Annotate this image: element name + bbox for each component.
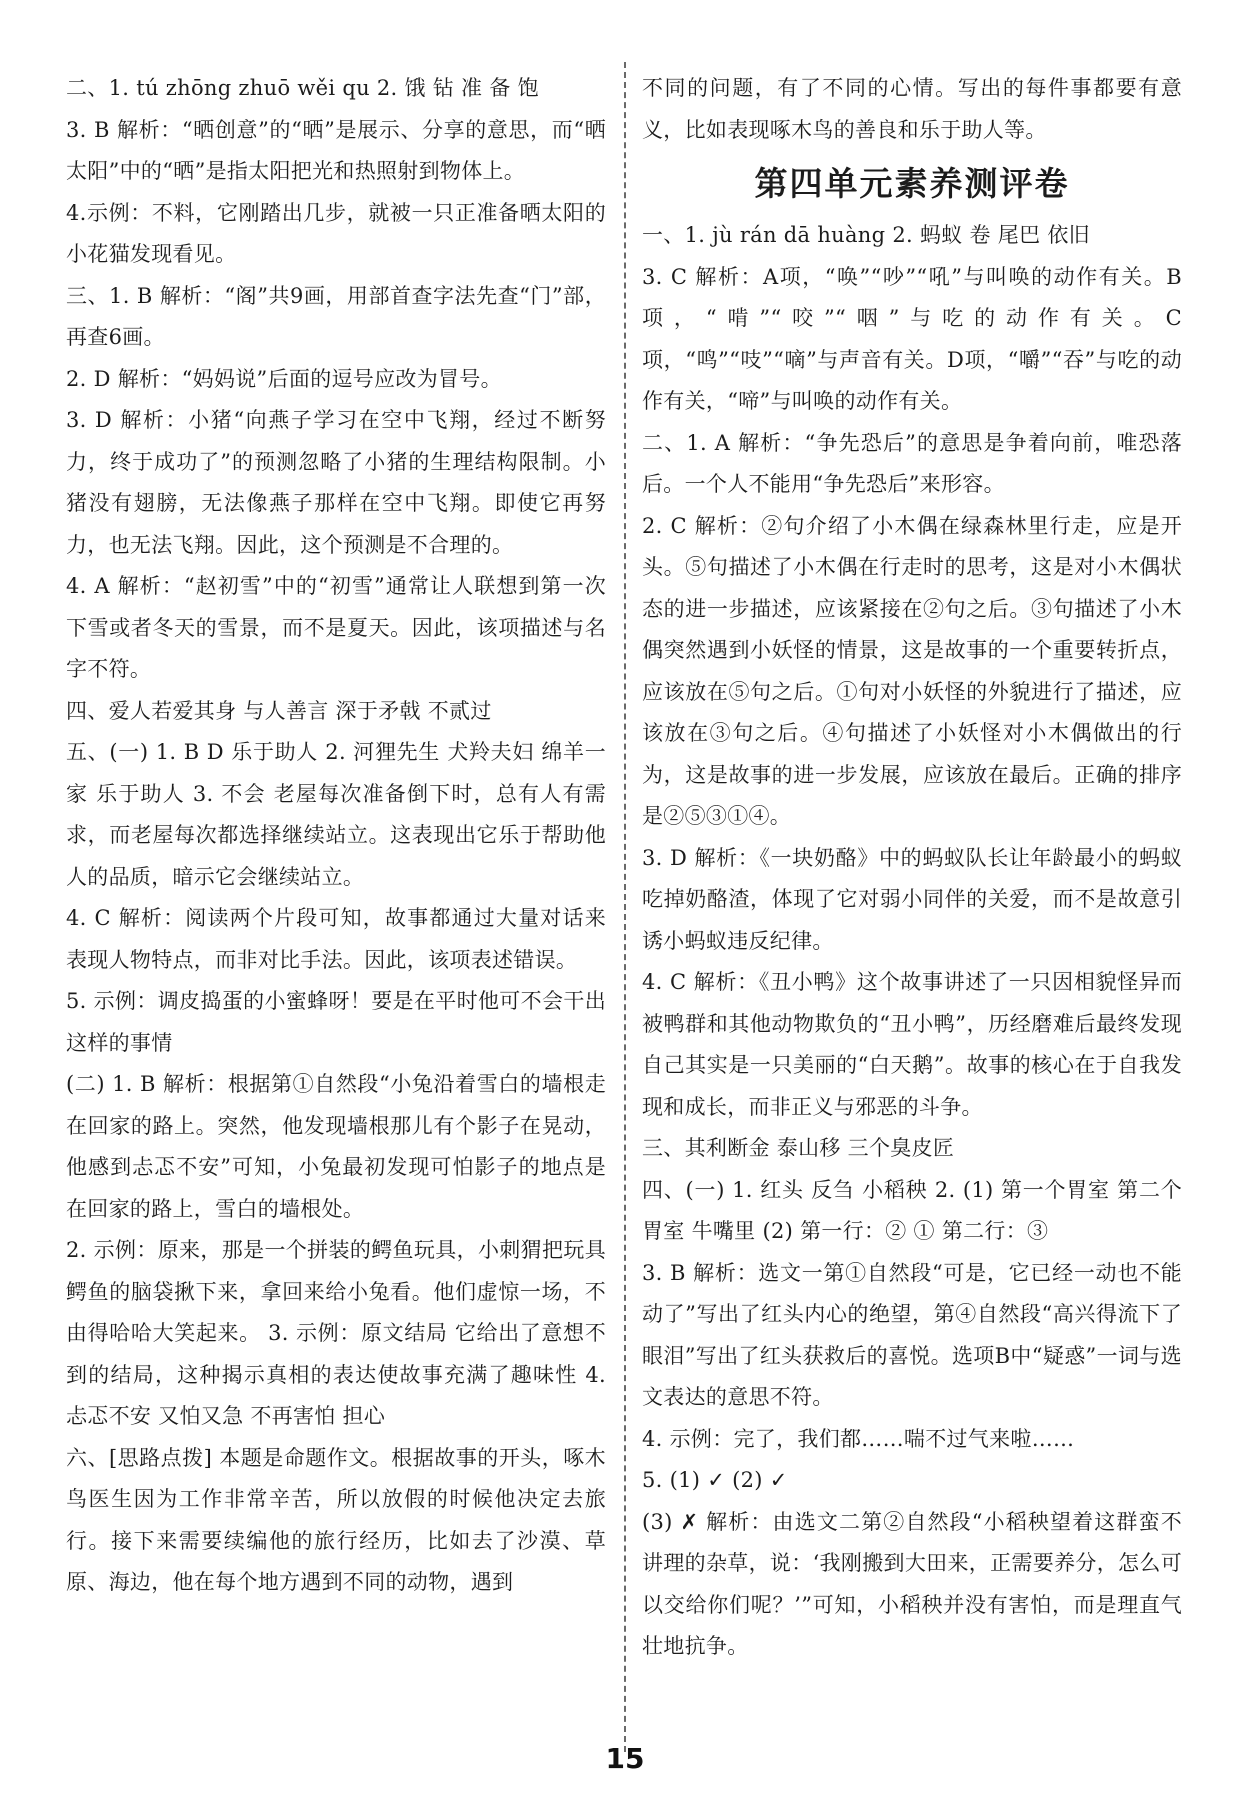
right-column [642,68,1182,1668]
answer-paragraph: 4. A 解析：“赵初雪”中的“初雪”通常让人联想到第一次下雪或者冬天的雪景，而不是夏天。因此，该项描述与名字不符。 [66,574,606,681]
answer-paragraph: 3. D 解析：《一块奶酪》中的蚂蚁队长让年龄最小的蚂蚁吃掉奶酪渣，体现了它对弱小同伴的关爱，而不是故意引诱小蚂蚁违反纪律。 [642,845,1182,953]
answer-paragraph: (3) ✗ 解析：由选文二第②自然段“小稻秧望着这群蛮不讲理的杂草，说：‘我刚搬到大田来，正需要养分，怎么可以交给你们呢？’”可知，小稻秧并没有害怕，而是理直气壮地抗争。 [642,1509,1182,1658]
answer-paragraph: 五、(一) 1. B D 乐于助人 2. 河狸先生 犬羚夫妇 绵羊一家 乐于助人 3. 不会 老屋每次准备倒下时，总有人有需求，而老屋每次都选择继续站立。这表现出它乐于帮助他人的品质，暗示它会继续站立。 [66,740,606,889]
answer-paragraph: (二) 1. B 解析：根据第①自然段“小兔沿着雪白的墙根走在回家的路上。突然，他发现墙根那儿有个影子在晃动，他感到忐忑不安”可知，小兔最初发现可怕影子的地点是在回家的路上，雪白的墙根处。 [66,1072,606,1221]
answer-paragraph: 二、1. A 解析：“争先恐后”的意思是争着向前，唯恐落后。一个人不能用“争先恐后”来形容。 [642,430,1182,496]
answer-paragraph: 5. (1) ✓ (2) ✓ [642,1468,788,1492]
answer-paragraph: 一、1. jù rán dā huàng 2. 蚂蚁 卷 尾巴 依旧 [642,223,1090,247]
answer-paragraph: 3. D 解析：小猪“向燕子学习在空中飞翔，经过不断努力，终于成功了”的预测忽略了小猪的生理结构限制。小猪没有翅膀，无法像燕子那样在空中飞翔。即使它再努力，也无法飞翔。因此，这个预测是不合理的。 [66,408,606,557]
answer-paragraph: 2. D 解析：“妈妈说”后面的逗号应改为冒号。 [66,366,502,391]
answer-paragraph: 4.示例：不料，它刚踏出几步，就被一只正准备晒太阳的小花猫发现看见。 [66,200,606,266]
answer-paragraph: 2. 示例：原来，那是一个拼装的鳄鱼玩具，小刺猬把玩具鳄鱼的脑袋揪下来，拿回来给小兔看。他们虚惊一场，不由得哈哈大笑起来。 3. 示例：原文结局 它给出了意想不到的结局，这种揭示真相的表达使故事充满了趣味性 4. 忐忑不安 又怕又急 不再害怕 担心 [66,1238,606,1428]
column-divider [624,62,626,1752]
answer-paragraph: 3. B 解析：选文一第①自然段“可是，它已经一动也不能动了”写出了红头内心的绝望，第④自然段“高兴得流下了眼泪”写出了红头获救后的喜悦。选项B中“疑惑”一词与选文表达的意思不符。 [642,1260,1182,1409]
page-number: 15 [605,1742,645,1775]
answer-paragraph: 2. C 解析：②句介绍了小木偶在绿森林里行走，应是开头。⑤句描述了小木偶在行走时的思考，这是对小木偶状态的进一步描述，应该紧接在②句之后。③句描述了小木偶突然遇到小妖怪的情景，这是故事的一个重要转折点，应该放在⑤句之后。①句对小妖怪的外貌进行了描述，应该放在③句之后。④句描述了小妖怪对小木偶做出的行为，这是故事的进一步发展，应该放在最后。正确的排序是②⑤③①④。 [642,513,1182,828]
answer-paragraph: 3. C 解析：A项，“唤”“吵”“吼”与叫唤的动作有关。B项，“啃”“咬”“咽”与吃的动作有关。C项，“鸣”“吱”“嘀”与声音有关。D项，“嚼”“吞”与吃的动作有关，“啼”与叫唤的动作有关。 [642,264,1182,413]
answer-paragraph: 4. 示例：完了，我们都……喘不过气来啦…… [642,1426,1075,1451]
answer-paragraph: 三、其利断金 泰山移 三个臭皮匠 [642,1136,955,1160]
answer-paragraph: 六、[思路点拨] 本题是命题作文。根据故事的开头，啄木鸟医生因为工作非常辛苦，所以放假的时候他决定去旅行。接下来需要续编他的旅行经历，比如去了沙漠、草原、海边，他在每个地方遇到不同的动物，遇到 [66,1445,606,1594]
answer-paragraph: 4. C 解析：《丑小鸭》这个故事讲述了一只因相貌怪异而被鸭群和其他动物欺负的“丑小鸭”，历经磨难后最终发现自己其实是一只美丽的“白天鹅”。故事的核心在于自我发现和成长，而非正义与邪恶的斗争。 [642,970,1182,1119]
answer-paragraph: 三、1. B 解析：“阁”共9画，用部首查字法先查“门”部，再查6画。 [66,283,606,349]
answer-paragraph: 3. B 解析：“晒创意”的“晒”是展示、分享的意思，而“晒太阳”中的“晒”是指太阳把光和热照射到物体上。 [66,117,606,183]
section-title: 第四单元素养测评卷 [754,164,1070,203]
answer-paragraph: 不同的问题，有了不同的心情。写出的每件事都要有意义，比如表现啄木鸟的善良和乐于助人等。 [642,76,1182,142]
answer-paragraph: 四、爱人若爱其身 与人善言 深于矛戟 不贰过 [66,698,492,723]
answer-paragraph: 二、1. tú zhōng zhuō wěi qu 2. 饿 钻 准 备 饱 [66,76,539,100]
answer-paragraph: 四、(一) 1. 红头 反刍 小稻秧 2. (1) 第一个胃室 第二个胃室 牛嘴里 (2) 第一行：② ① 第二行：③ [642,1177,1182,1243]
answer-paragraph: 4. C 解析：阅读两个片段可知，故事都通过大量对话来表现人物特点，而非对比手法。因此，该项表述错误。 [66,906,606,972]
left-column [66,68,606,1604]
answer-paragraph: 5. 示例：调皮捣蛋的小蜜蜂呀！要是在平时他可不会干出这样的事情 [66,989,606,1055]
